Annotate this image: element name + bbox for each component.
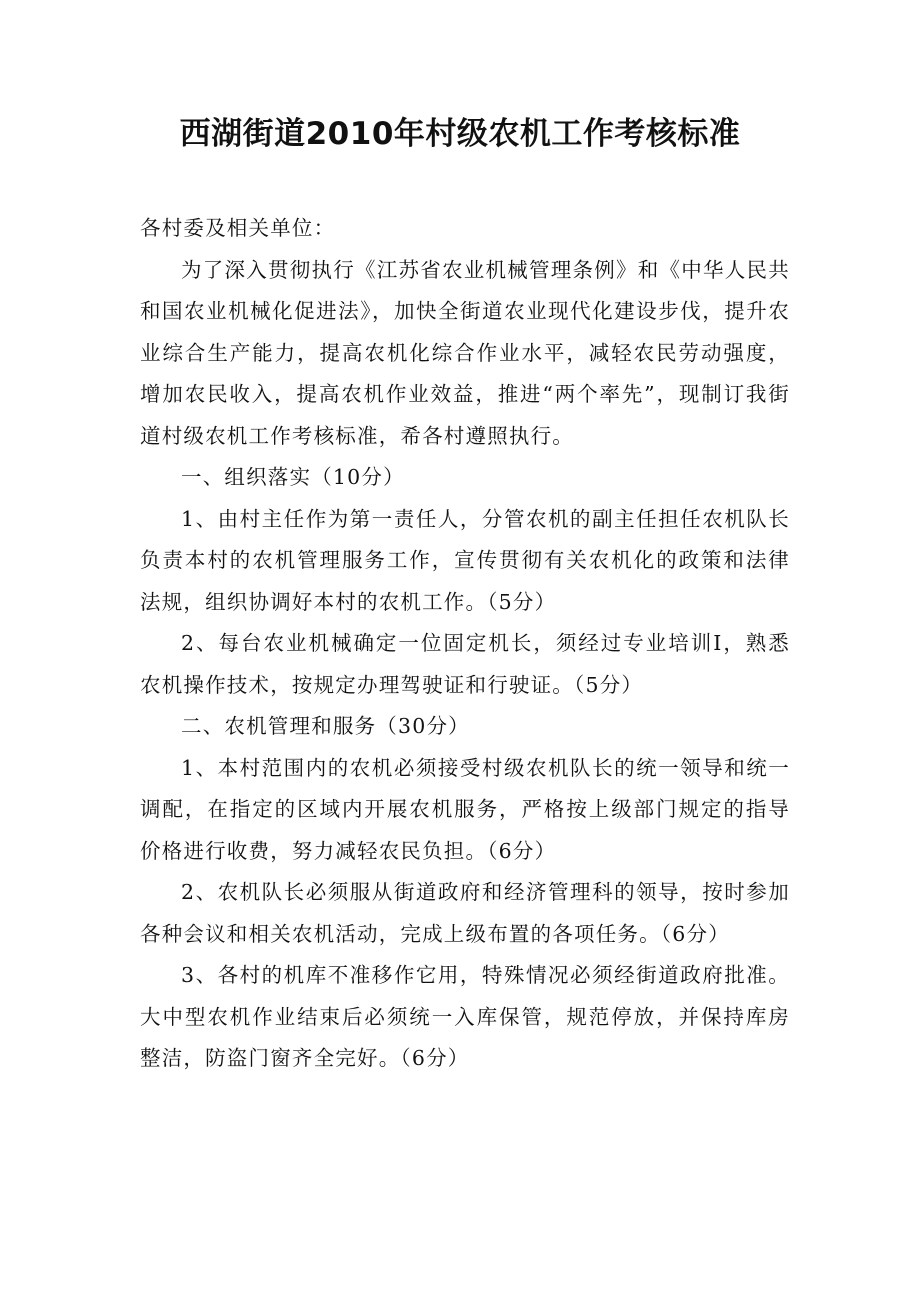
paragraph-item: 1、本村范围内的农机必须接受村级农机队长的统一领导和统一调配，在指定的区域内开展农机服务，严格按上级部门规定的指导价格进行收费，努力减轻农民负担。（6分） — [140, 755, 790, 863]
paragraph-item: 1、由村主任作为第一责任人，分管农机的副主任担任农机队长负责本村的农机管理服务工作，宣传贯彻有关农机化的政策和法律法规，组织协调好本村的农机工作。（5分） — [140, 506, 790, 614]
section-heading-management: 二、农机管理和服务（30分） — [181, 714, 470, 738]
paragraph-item: 3、各村的机库不准移作它用，特殊情况必须经街道政府批准。大中型农机作业结束后必须统一入库保管，规范停放，并保持库房整洁，防盗门窗齐全完好。（6分） — [140, 963, 790, 1070]
paragraph-intro: 为了深入贯彻执行《江苏省农业机械管理条例》和《中华人民共和国农业机械化促进法》，加快全街道农业现代化建设步伐，提升农业综合生产能力，提高农机化综合作业水平，减轻农民劳动强度，增加农民收入，提高农机作业效益，推进“两个率先”，现制订我街道村级农机工作考核标准，希各村遵照执行。 — [140, 257, 790, 448]
salutation: 各村委及相关单位： — [140, 216, 336, 240]
document-body — [140, 208, 790, 1080]
paragraph-item: 2、每台农业机械确定一位固定机长，须经过专业培训I，熟悉农机操作技术，按规定办理驾驶证和行驶证。（5分） — [140, 631, 790, 697]
paragraph-item: 2、农机队长必须服从街道政府和经济管理科的领导，按时参加各种会议和相关农机活动，完成上级布置的各项任务。（6分） — [140, 880, 790, 946]
document-title: 西湖街道2010年村级农机工作考核标准 — [179, 116, 741, 152]
section-heading-organization: 一、组织落实（10分） — [181, 465, 405, 489]
